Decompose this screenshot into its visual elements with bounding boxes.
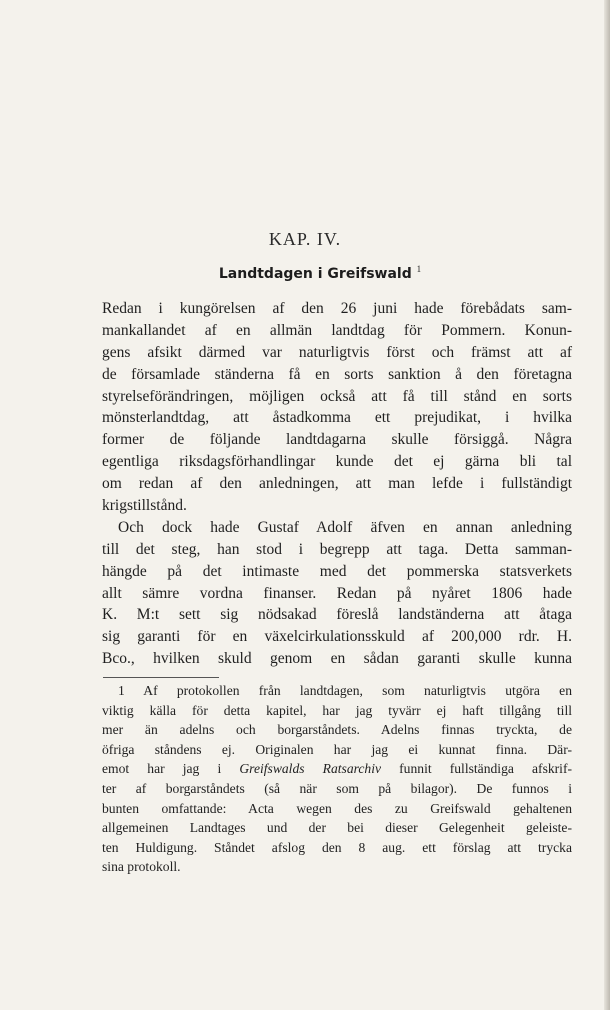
body-line: egentliga riksdagsförhandlingar kunde det ej gärna bli tal	[102, 453, 572, 471]
footnote-line: viktig källa för detta kapitel, har jag tyvärr ej haft tillgång till	[102, 702, 572, 718]
section-title	[0, 264, 610, 282]
footnote-marker: 1	[118, 683, 125, 698]
chapter-heading: KAP. IV.	[268, 229, 342, 249]
body-line: Bco., hvilken skuld genom en sådan garanti skulle kunna	[102, 650, 572, 668]
footnote-text: funnit fullständiga afskrif-	[399, 761, 573, 777]
body-line: mankallandet af en allmän landtdag för Pommern. Konun-	[102, 321, 572, 339]
body-text	[102, 298, 572, 670]
body-line: om redan af den anledningen, att man lefde i fullständigt	[102, 475, 572, 493]
body-line: allt sämre vordna finanser. Redan på nyåret 1806 hade	[102, 584, 572, 602]
archive-title: Greifswalds Ratsarchiv	[239, 761, 382, 777]
footnote-line: allgemeinen Landtages und der bei dieser Gelegenheit geleiste-	[102, 820, 572, 836]
footnote-line	[102, 681, 572, 701]
body-line: till det steg, han stod i begrepp att taga. Detta samman-	[102, 540, 572, 558]
footnote-line: ter af borgarståndets (så när som på bilagor). De funnos i	[102, 780, 572, 796]
page-edge	[604, 0, 610, 1010]
footnote-line: sina protokoll.	[102, 859, 181, 875]
body-line: Redan i kungörelsen af den 26 juni hade förebådats sam-	[102, 300, 572, 317]
body-line: styrelseförändringen, möjligen också att få till stånd en sorts	[102, 387, 572, 405]
footnote-line: mer än adelns och borgarståndets. Adelns finnas tryckta, de	[102, 722, 572, 738]
footnote-line: öfriga ståndens ej. Originalen har jag ei kunnat finna. Där-	[102, 741, 572, 757]
body-line: gens afsikt därmed var naturligtvis först och främst att af	[102, 343, 572, 361]
body-line: mönsterlandtdag, att åstadkomma ett prejudikat, i hvilka	[102, 409, 572, 427]
footnote-line: ten Huldigung. Ståndet afslog den 8 aug. ett förslag att trycka	[102, 839, 572, 855]
body-line: Och dock hade Gustaf Adolf äfven en annan anledning	[118, 518, 572, 536]
body-line: former de följande landtdagarna skulle försiggå. Några	[102, 431, 572, 449]
footnote	[102, 681, 572, 877]
body-line: K. M:t sett sig nödsakad föreslå landständerna att åtaga	[102, 606, 572, 624]
footnote-line: bunten omfattande: Acta wegen des zu Greifswald gehaltenen	[102, 800, 572, 816]
footnote-reference: 1	[416, 264, 422, 274]
footnote-line	[102, 759, 572, 779]
body-line: hängde på det intimaste med det pommerska statsverkets	[102, 562, 572, 580]
footnote-divider	[103, 677, 219, 678]
footnote-line-text: Af protokollen från landtdagen, som naturligtvis utgöra en	[143, 683, 572, 698]
footnote-text: emot har jag i	[102, 761, 222, 777]
section-title-text: Landtdagen i Greifswald	[218, 266, 412, 282]
body-line: de församlade ständerna få en sorts sanktion å den företagna	[102, 365, 572, 383]
body-line: krigstillstånd.	[102, 497, 187, 515]
body-line: sig garanti för en växelcirkulationsskuld af 200,000 rdr. H.	[102, 628, 572, 646]
